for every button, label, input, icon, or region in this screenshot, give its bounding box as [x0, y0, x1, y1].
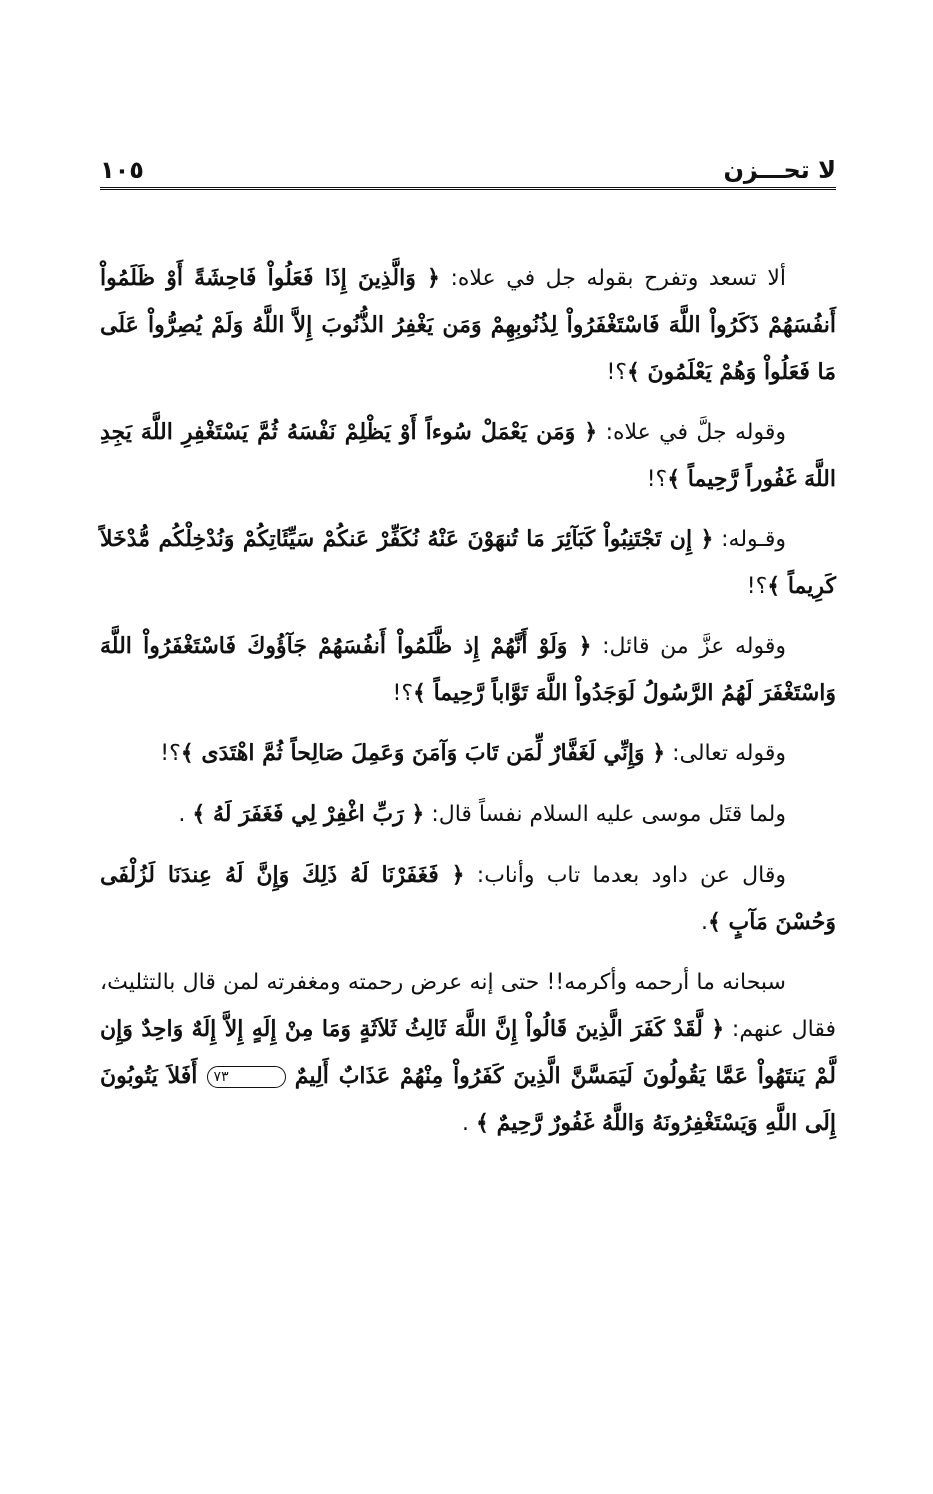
quran-verse: ﴿ وَالَّذِينَ إِذَا فَعَلُواْ فَاحِشَةً أَوْ ظَلَمُواْ أَنفُسَهُمْ ذَكَرُواْ اللَّهَ فَاسْتَغْفَرُواْ لِذُنُوبِهِمْ وَمَن يَغْفِرُ الذُّنُوبَ إِلاَّ اللَّهُ وَلَمْ يُصِرُّواْ عَلَى مَا فَعَلُواْ وَهُمْ يَعْلَمُونَ ﴾ [100, 265, 836, 385]
quran-verse-continued: أَفَلاَ يَتُوبُونَ إِلَى اللَّهِ وَيَسْتَغْفِرُونَهُ وَاللَّهُ غَفُورٌ رَّحِيمٌ ﴾ [100, 1063, 836, 1136]
paragraph-ending: . [700, 910, 708, 935]
paragraph-intro: ألا تسعد وتفرح بقوله جل في علاه: [450, 266, 786, 291]
quran-verse: ﴿ وَمَن يَعْمَلْ سُوءاً أَوْ يَظْلِمْ نَفْسَهُ ثُمَّ يَسْتَغْفِرِ اللَّهَ يَجِدِ اللَّهَ غَفُوراً رَّحِيماً ﴾ [100, 419, 836, 492]
paragraph [100, 730, 836, 777]
paragraph-ending: ؟! [746, 574, 768, 599]
paragraph-intro: وقـوله: [721, 527, 786, 552]
paragraph-ending: . [462, 1111, 477, 1136]
paragraph [100, 959, 836, 1147]
header-rule [100, 187, 836, 190]
page-header [100, 150, 836, 190]
paragraph-intro: وقوله عزَّ من قائل: [602, 634, 786, 659]
quran-verse: ﴿ وَلَوْ أَنَّهُمْ إِذ ظَّلَمُواْ أَنفُسَهُمْ جَآؤُوكَ فَاسْتَغْفَرُواْ اللَّهَ وَاسْتَغْفَرَ لَهُمُ الرَّسُولُ لَوَجَدُواْ اللَّهَ تَوَّاباً رَّحِيماً ﴾ [100, 633, 836, 706]
paragraph-ending: . [178, 802, 193, 827]
paragraph-ending: ؟! [606, 360, 627, 385]
paragraph-intro: ولما قتَل موسى عليه السلام نفساً قال: [431, 802, 786, 827]
paragraph [100, 791, 836, 838]
paragraph-ending: ؟! [646, 467, 668, 492]
quran-verse: ﴿ إِن تَجْتَنِبُواْ كَبَآئِرَ مَا تُنهَوْنَ عَنْهُ نُكَفِّرْ عَنكُمْ سَيِّئَاتِكُمْ وَنُدْخِلْكُم مُّدْخَلاً كَرِيماً ﴾ [100, 526, 836, 599]
paragraph-intro: سبحانه ما أرحمه وأكرمه!! حتى إنه عرض رحمته ومغفرته لمن قال بالتثليث، فقال عنهم: [100, 970, 836, 1042]
paragraph-ending: ؟! [392, 681, 414, 706]
verse-number-badge: ٧٣ [207, 1066, 286, 1088]
paragraph [100, 623, 836, 717]
quran-verse: ﴿ فَغَفَرْنَا لَهُ ذَلِكَ وَإِنَّ لَهُ عِندَنَا لَزُلْفَى وَحُسْنَ مَآبٍ ﴾ [100, 862, 836, 935]
paragraph-intro: وقال عن داود بعدما تاب وأناب: [476, 863, 786, 888]
paragraph-intro: وقوله تعالى: [672, 741, 786, 766]
paragraph-ending: ؟! [160, 741, 181, 766]
paragraph [100, 409, 836, 503]
paragraph [100, 852, 836, 946]
paragraph [100, 516, 836, 610]
page-number: ١٠٥ [100, 156, 144, 184]
paragraph [100, 255, 836, 396]
quran-verse: ﴿ لَّقَدْ كَفَرَ الَّذِينَ قَالُواْ إِنَّ اللَّهَ ثَالِثُ ثَلاَثَةٍ وَمَا مِنْ إِلَهٍ إِلاَّ إِلَهٌ وَاحِدٌ وَإِن لَّمْ يَنتَهُواْ عَمَّا يَقُولُونَ لَيَمَسَّنَّ الَّذِينَ كَفَرُواْ مِنْهُمْ عَذَابٌ أَلِيمٌ [100, 1016, 836, 1089]
paragraph-intro: وقوله جلَّ في علاه: [605, 420, 787, 445]
running-title: لا تحـــزن [723, 156, 836, 184]
page-body [100, 255, 836, 1160]
quran-verse: ﴿ وَإِنِّي لَغَفَّارٌ لِّمَن تَابَ وَآمَنَ وَعَمِلَ صَالِحاً ثُمَّ اهْتَدَى ﴾ [180, 740, 666, 766]
quran-verse: ﴿ رَبِّ اغْفِرْ لِي فَغَفَرَ لَهُ ﴾ [192, 801, 425, 827]
